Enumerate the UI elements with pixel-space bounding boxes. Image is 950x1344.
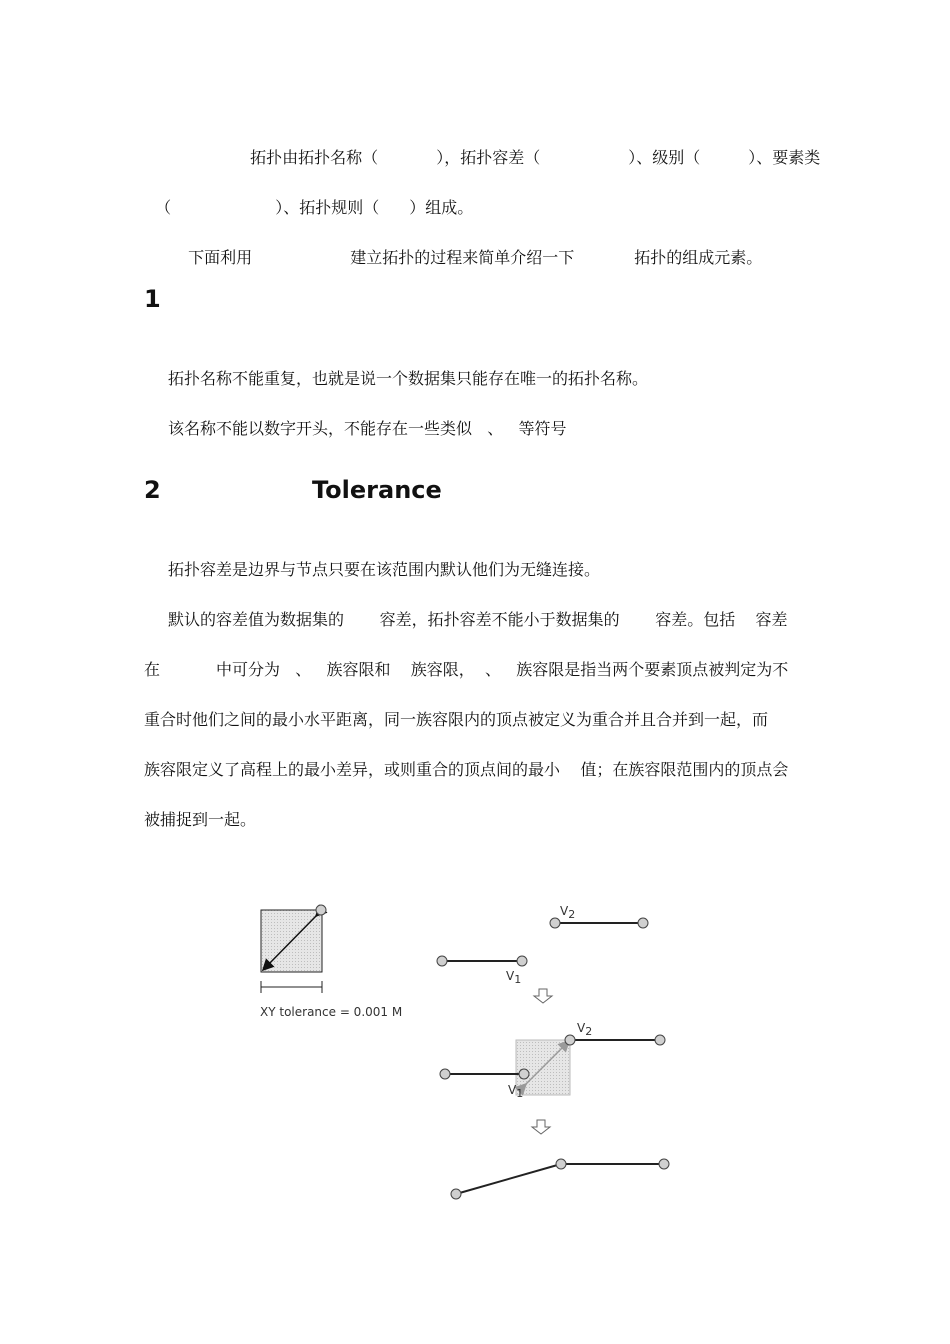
intro-text-3c: 拓扑的组成元素。 bbox=[634, 248, 763, 267]
down-arrow-icon bbox=[532, 1120, 550, 1134]
intro-text-2b: ）、拓扑规则（ bbox=[275, 198, 380, 217]
section-1-para-2: 该名称不能以数字开头，不能存在一些类似 、 等符号 bbox=[168, 419, 567, 438]
section-2-para-2-line-3: 重合时他们之间的最小水平距离，同一族容限内的顶点被定义为重合并且合并到一起，而 bbox=[144, 710, 769, 729]
step-2-lines bbox=[440, 1035, 665, 1095]
intro-text-1a: 拓扑由拓扑名称（ bbox=[250, 148, 379, 167]
v2-label-step-2: V2 bbox=[577, 1021, 593, 1038]
tolerance-square bbox=[261, 905, 326, 972]
tolerance-figure bbox=[250, 895, 680, 1215]
step-3-lines bbox=[451, 1159, 669, 1199]
section-2-para-1: 拓扑容差是边界与节点只要在该范围内默认他们为无缝连接。 bbox=[168, 560, 601, 579]
intro-line-3 bbox=[178, 228, 762, 268]
intro-text-3a: 下面利用 bbox=[188, 248, 253, 267]
v1-label-step-1: V1 bbox=[506, 969, 522, 986]
section-1-number: 1 bbox=[144, 285, 161, 313]
v2-label-step-1: V2 bbox=[560, 904, 576, 921]
step-1-lines bbox=[437, 918, 648, 966]
section-2-para-2-line-2: 在 中可分为 、 族容限和 族容限， 、 族容限是指当两个要素顶点被判定为不 bbox=[144, 660, 789, 679]
section-2-number: 2 bbox=[144, 476, 161, 504]
section-2-para-2-line-5: 被捕捉到一起。 bbox=[144, 810, 257, 829]
intro-text-3b: 建立拓扑的过程来简单介绍一下 bbox=[350, 248, 575, 267]
xy-tolerance-label: XY tolerance = 0.001 M bbox=[260, 1005, 403, 1019]
section-1-para-1: 拓扑名称不能重复，也就是说一个数据集只能存在唯一的拓扑名称。 bbox=[168, 369, 649, 388]
intro-text-1d: ）、要素类 bbox=[748, 148, 821, 167]
intro-text-2c: ）组成。 bbox=[409, 198, 474, 217]
section-2-para-2-line-4: 族容限定义了高程上的最小差异，或则重合的顶点间的最小 值；在族容限范围内的顶点会 bbox=[144, 760, 789, 779]
intro-line-2 bbox=[145, 178, 473, 218]
section-2-title: Tolerance bbox=[312, 476, 442, 504]
intro-text-1c: ）、级别（ bbox=[628, 148, 701, 167]
down-arrow-icon bbox=[534, 989, 552, 1003]
intro-text-1b: ），拓扑容差（ bbox=[436, 148, 541, 167]
intro-text-2a: （ bbox=[155, 198, 172, 217]
v1-label-step-2: V1 bbox=[508, 1083, 524, 1100]
section-2-para-2-line-1: 默认的容差值为数据集的 容差，拓扑容差不能小于数据集的 容差。包括 容差 bbox=[168, 610, 788, 629]
intro-line-1 bbox=[240, 128, 821, 168]
scale-bar bbox=[261, 981, 322, 993]
